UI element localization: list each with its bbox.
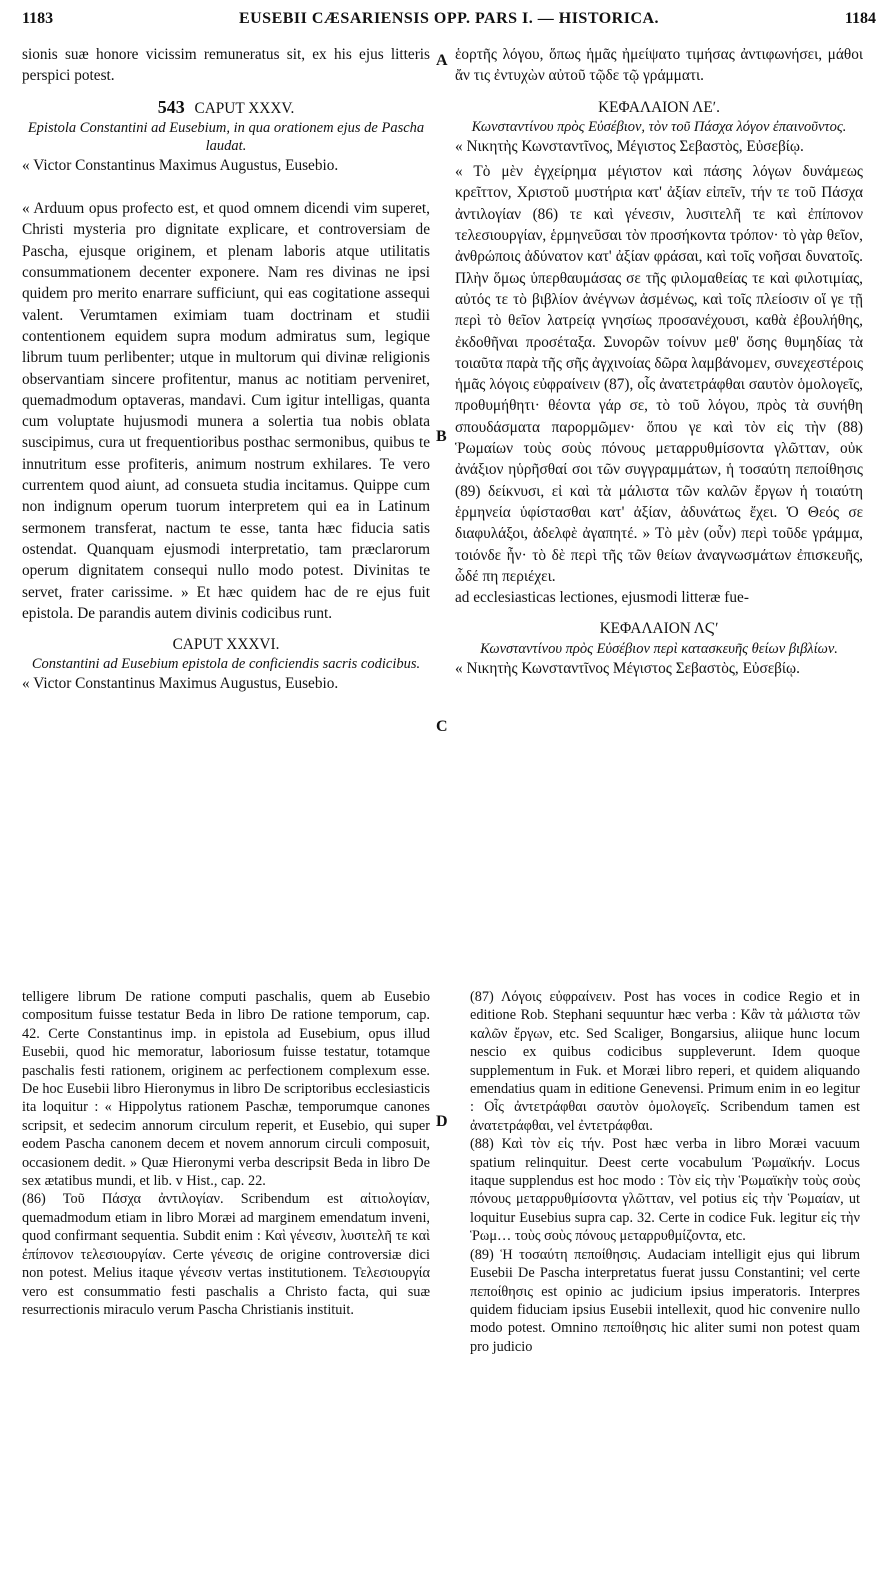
page-number-right: 1184 [844,10,876,27]
chapter-heading-greek-35: ΚΕΦΑΛΑΙΟΝ ΛΕʹ. [598,98,720,116]
salutation-latin-36: « Victor Constantinus Maximus Augustus, Eusebio. [22,675,339,693]
footnotes-left [22,988,430,1319]
footnote-87: (87) Λόγοις εὐφραίνειν. Post has voces in codice Regio et in editione Rob. Stephani sequuntur hæc verba : Κἂν τὰ μάλιστα τῶν καλῶν ἔργων, etc. Sed Scaliger, Bongarsius, aliique hunc locum nescio ex quibus codicibus suppleverunt. Idem quoque supplementum in Fuk. et Moræi libro reperi, et quidem aliquando emendatius quam in editione Genevensi. Primum enim in eo legitur : Οἷς ἀντετράφθαι σαυτὸν ὁμολογεῖς. Scribendum tamen est ἀνατετράφθαι, vel ἐντετράφθαι. [470,989,860,1134]
margin-letter-a: A [436,52,448,69]
latin-column [22,44,430,695]
page-number-left: 1183 [22,10,54,27]
running-header [22,10,876,34]
chapter-heading-latin-35: 543 CAPUT XXXV. [157,96,295,117]
footnote-86: (86) Τοῦ Πάσχα ἀντιλογίαν. Scribendum est αἰτιολογίαν, quemadmodum etiam in libro Moræi ad marginem emendatum inveni, quod confirmant sequentia. Subdit enim : Καὶ γένεσιν, λυσιτελῆ τε καὶ ἐπίπονον τελεσιουργίαν. Certe γένεσις de origine controversiæ dici non potest. Melius itaque γένεσιν vertas institutionem. Τελεσιουργία vero est consummatio festi paschalis a Christo facta, qui suæ resurrectionis miraculo verum Pascha Christianis instituit. [22,1191,430,1318]
salutation-greek-35: « Νικητὴς Κωνσταντῖνος, Μέγιστος Σεβαστὸς, Εὐσεβίῳ. [455,137,804,155]
greek-column [455,44,863,679]
latin-continuation: sionis suæ honore vicissim remuneratus sit, ex his ejus litteris perspici potest. [22,46,430,85]
margin-letter-d: D [436,1113,448,1130]
letter-text-greek: « Τὸ μὲν ἐγχείρημα μέγιστον καὶ πάσης λόγων δυνάμεως κρεῖττον, Χριστοῦ μυστήρια κατ' ἀξίαν εἰπεῖν, τήν τε τοῦ Πάσχα ἀντιλογίαν (86) τε καὶ γένεσιν, λυσιτελῆ τε καὶ ἐπίπονον τελεσιουργίαν, ἑρμηνεῦσαι τὸν προσήκοντα τρόπον· τὸ γὰρ θεῖον, ἀνθρώποις ἀδύνατον κατ' ἀξίαν φράσαι, καὶ τοῖς νοῆσαι δυνατοῖς. Πλὴν ὅμως ὑπερθαυμάσας σε τῆς φιλομαθείας τε καὶ φιλοτιμίας, αὐτός τε τὸ βιβλίον ἀνέγνων ἀσμένως, καὶ τοῖς πλείοσιν οἵ γε τῇ περὶ τὸ θεῖον λατρείᾳ γνησίως προσανέχουσι, καθὰ ἐβουλήθης, ἐκδοθῆναι προσέταξα. Συνορῶν τοίνυν μεθ' ὅσης θυμηδίας τὰ τοιαῦτα παρὰ τῆς σῆς ἀγχινοίας δῶρα λαμβάνομεν, συνεχεστέροις ἡμᾶς λόγοις εὐφραίνειν (87), οἷς ἀνατετράφθαι σαυτὸν ὁμολογεῖς, προθυμήθητι· θέοντα γάρ σε, τὸ τοῦ λόγου, πρὸς τὰ συνήθη σπουδάσματα παρορμῶμεν· ὅπου γε καὶ τὸν εἰς τὴν (88) Ῥωμαίων τοὺς σοὺς πόνους μεταρρυθμίσοντα γλῶτταν, οὐκ ἀνάξιον ηὑρῆσθαί σοι τῶν συγγραμμάτων, ἡ τοσαύτη πεποίθησις (89) δείκνυσι, εἰ καὶ τὰ μάλιστα τῶν καλῶν ἔργων ἡ τοιαύτη ἑρμηνεία ὑφίστασθαι κατ' ἀξίαν, ἀδυνάτως ἔχει. Ὁ Θεός σε διαφυλάξοι, ἀδελφὲ ἀγαπητέ. » Τὸ μὲν (οὖν) περὶ τοῦδε γράμμα, τοιόνδε ἦν· τὸ δὲ περὶ τῆς τῶν θείων ἀναγνωσμάτων ἐπισκευῆς, ὧδέ πη περιέχει. [455,163,863,585]
running-title: EUSEBII CÆSARIENSIS OPP. PARS I. — HISTORICA. [238,10,660,27]
chapter-summary-latin-35: Epistola Constantini ad Eusebium, in qua orationem ejus de Pascha laudat. [27,119,425,154]
salutation-latin-35: « Victor Constantinus Maximus Augustus, Eusebio. [22,156,339,174]
greek-continuation: ἑορτῆς λόγου, ὅπως ἡμᾶς ἠμείψατο τιμήσας ἀντιφωνήσει, μάθοι ἄν τις ἐντυχὼν αὐτοῦ τῷδε τῷ γράμματι. [455,46,863,85]
margin-letter-b: B [436,428,447,445]
latin-bridge-line: ad ecclesiasticas lectiones, ejusmodi litteræ fue- [455,589,749,607]
chapter-summary-latin-36: Constantini ad Eusebium epistola de conficiendis sacris codicibus. [31,656,421,673]
footnote-88: (88) Καὶ τὸν εἰς τήν. Post hæc verba in libro Moræi vacuum spatium relinquitur. Deest certe vocabulum Ῥωμαϊκήν. Locus itaque supplendus est hoc modo : Τὸν εἰς τὴν Ῥωμαϊκὴν τοὺς σοὺς πόνους μεταρρυθμίσοντα γλῶτταν, vel potius εἰς τὴν Ῥωμαίαν, ut loquitur Eusebius supra cap. 32. Certe in codice Fuk. legitur εἰς τὴν Ῥωμ… τοὺς σοὺς πόνους μεταρρυθμίζοντα, etc. [470,1136,860,1245]
chapter-summary-greek-35: Κωνσταντίνου πρὸς Εὐσέβιον, τὸν τοῦ Πάσχα λόγον ἐπαινοῦντος. [471,118,847,135]
footnote-89: (89) Ἡ τοσαύτη πεποίθησις. Audaciam intelligit ejus qui librum Eusebii De Pascha interpretatus fuerat jussu Constantini; vel certe πεποίθησις est opinio ac judicium ipsius imperatoris. Interpres quidem fiduciam ipsius Eusebii intellexit, quod hic convenire nullo modo potest. Omnino πεποίθησις hic aliter sumi non potest quam pro judicio [470,1246,860,1355]
letter-text-latin: « Arduum opus profecto est, et quod omnem dicendi vim superet, Christi mysteria pro dignitate explicare, et controversiam de Pascha, ejusque originem, et plenam laboris atque utilitatis consummationem decenter exponere. Nam res divinas ne ipsi quidem pro merito enarrare sufficiunt, qui eas cogitatione assequi valent. Verumtamen eximiam tuam doctrinam et studii contentionem equidem supra modum admiratus sum, legique librum tuum perlibenter; utque in multorum qui divinæ religionis observantiam sincere profitentur, manus ac notitiam perveniret, quemadmodum optaveras, mandavi. Cum igitur intelligas, quanta cum voluptate hujusmodi munera a solertia tua nobis oblata suscipimus, cura ut frequentioribus posthac sermonibus, quibus te innutritum esse profiteris, animum nostrum exhilares. Te vero currentem quod aiunt, ad consueta studia incitamus. Quippe cum non indignum operum tuorum interpretem qui ea in Latinum sermonem transferat, nactum te esse, tanta hæc fiducia satis ostendat. Quanquam ejusmodi interpretatio, tam præclarorum operum dignitatem consequi nullo modo potest. Divinitas te servet, frater carissime. » Et hæc quidem hac de re ejus fuit epistola. De parandis autem divinis codicibus runt. [22,200,430,622]
footnotes-right [470,988,860,1356]
footnote-continuation: telligere librum De ratione computi paschalis, quem ab Eusebio compositum fuisse testatur Beda in libro De ratione temporum, cap. 42. Certe Constantinus imp. in epistola ad Eusebium, opus illud Eusebii, quod hic memoratur, laboriosum fuisse testatur, totamque paschalis festi rationem, originem ac perfectionem complexum esse. De hoc Eusebii libro Hieronymus in libro De scriptoribus ecclesiasticis ita loquitur : « Hippolytus rationem Paschæ, temporumque canones scripsit, et sedecim annorum circulum reperit, et Eusebio, qui super eodem Pascha canonem decem et novem annorum circuli composuit, occasionem dedit. » Quæ Hieronymi verba descripsit Beda in libro De sex ætatibus mundi, et lib. v Hist., cap. 22. [22,989,430,1190]
chapter-heading-latin-36: CAPUT XXXVI. [172,636,280,654]
chapter-summary-greek-36: Κωνσταντίνου πρὸς Εὐσέβιον περὶ κατασκευῆς θείων βιβλίων. [480,640,838,657]
chapter-heading-greek-36: ΚΕΦΑΛΑΙΟΝ ΛϚʹ [599,620,719,638]
margin-letter-c: C [436,718,448,735]
section-number: 543 [157,96,185,117]
salutation-greek-36: « Νικητὴς Κωνσταντῖνος Μέγιστος Σεβαστὸς, Εὐσεβίῳ. [455,659,800,677]
